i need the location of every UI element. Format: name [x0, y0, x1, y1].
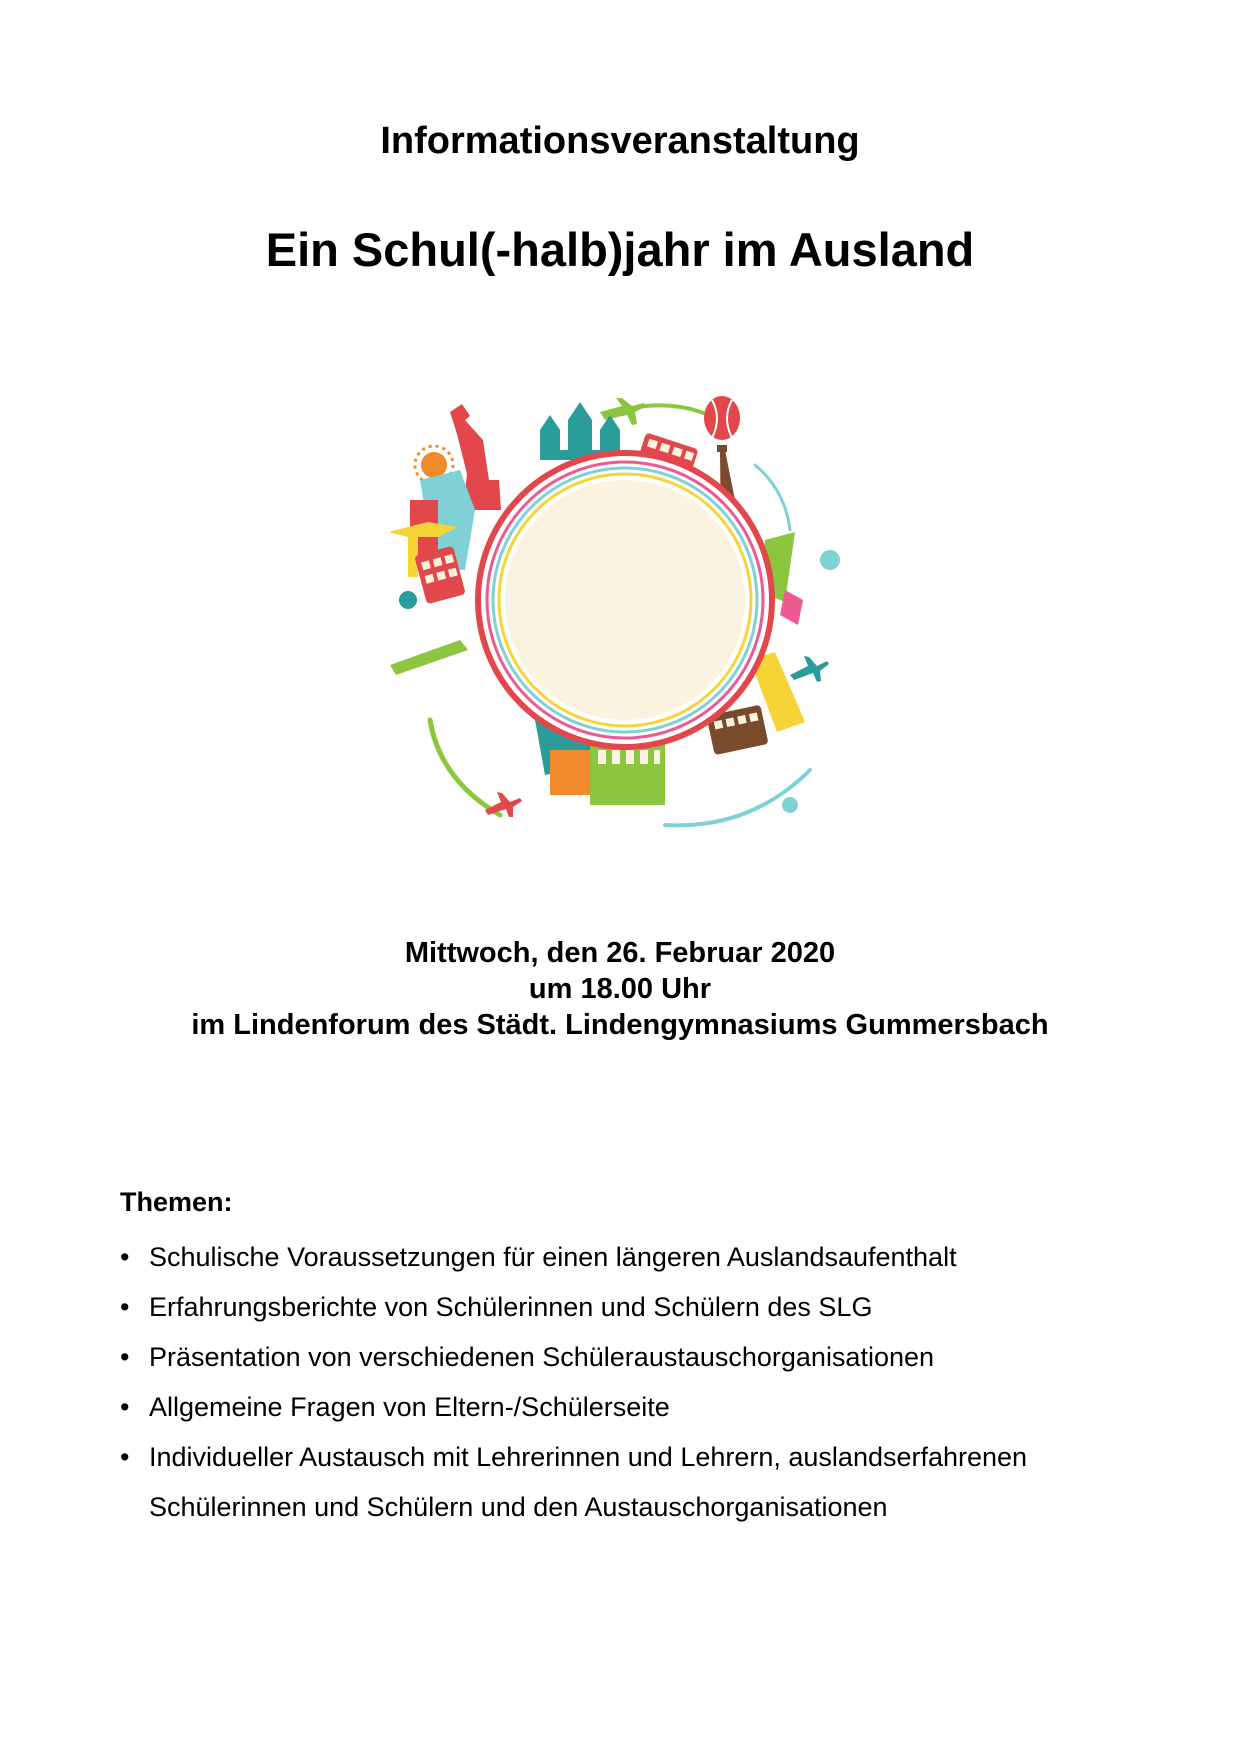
flight-path-left-icon [430, 720, 500, 815]
bullet-icon: • [120, 1242, 130, 1272]
bullet-icon: • [120, 1392, 130, 1422]
list-item [120, 1432, 1130, 1532]
document-title: Informationsveranstaltung [380, 120, 860, 162]
building-icon [550, 750, 590, 795]
list-item [120, 1332, 1130, 1382]
tree-icon [399, 591, 417, 609]
bullet-icon: • [120, 1442, 130, 1472]
globe-center-icon [505, 480, 745, 720]
bullet-icon: • [120, 1292, 130, 1322]
airplane-icon [485, 792, 522, 817]
sun-icon [421, 452, 447, 478]
topic-text: Allgemeine Fragen von Eltern-/Schülerseite [149, 1392, 670, 1422]
cloud-icon [782, 797, 798, 813]
event-date: Mittwoch, den 26. Februar 2020 [404, 937, 836, 969]
topics-list [120, 1232, 1130, 1532]
event-time: um 18.00 Uhr [528, 973, 712, 1005]
hot-air-balloon-icon [704, 396, 740, 440]
document-subtitle: Ein Schul(-halb)jahr im Ausland [265, 223, 975, 276]
event-location: im Lindenforum des Städt. Lindengymnasiums Gummersbach [191, 1009, 1049, 1041]
topics-heading: Themen: [120, 1187, 233, 1217]
list-item [120, 1382, 1130, 1432]
list-item [120, 1232, 1130, 1282]
topic-text: Erfahrungsberichte von Schülerinnen und Schülern des SLG [149, 1292, 873, 1322]
travel-globe-landmarks-illustration [390, 390, 860, 840]
tower-icon [390, 640, 468, 675]
flight-path-side-icon [755, 465, 790, 530]
list-item [120, 1282, 1130, 1332]
bullet-icon: • [120, 1342, 130, 1372]
topic-text-continuation: Schülerinnen und Schülern und den Austauschorganisationen [149, 1492, 888, 1522]
topic-text: Schulische Voraussetzungen für einen längeren Auslandsaufenthalt [149, 1242, 957, 1272]
topic-text: Individueller Austausch mit Lehrerinnen und Lehrern, auslandserfahrenen [149, 1442, 1028, 1472]
event-details [0, 935, 1240, 1043]
topic-text: Präsentation von verschiedenen Schüleraustauschorganisationen [149, 1342, 935, 1372]
airplane-icon [790, 656, 829, 682]
cloud-icon [820, 550, 840, 570]
